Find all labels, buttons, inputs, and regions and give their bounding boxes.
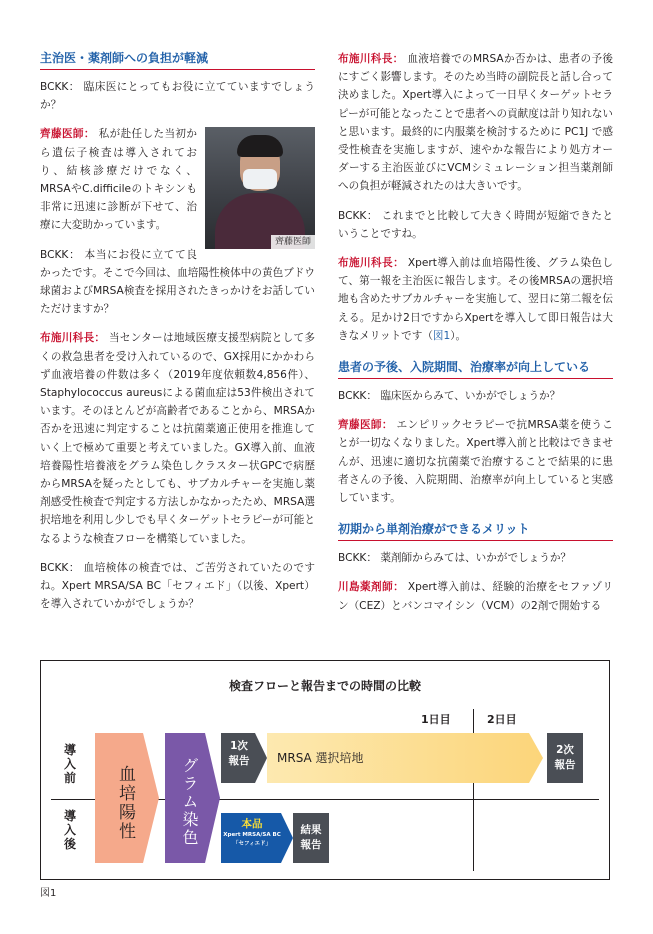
paragraph-text: 薬剤師からみては、いかがでしょうか？ — [380, 552, 572, 565]
product-name: Xpert MRSA/SA BC — [223, 832, 281, 838]
report2-box: 2次 報告 — [547, 733, 583, 783]
xpert-product-box — [221, 817, 283, 849]
speaker: BCKK： — [338, 390, 377, 403]
paragraph-text: 私が赴任した当初から遺伝子検査は導入されており、結核診療だけでなく、MRSAやC.difficileのトキシンも非常に迅速に診断が下せて、治療に大変助かっています。 — [40, 128, 198, 232]
day1-label: 1日目 — [421, 713, 451, 726]
speaker: 齊藤医師： — [40, 128, 95, 141]
paragraph — [338, 207, 613, 243]
figure-link[interactable]: 図1 — [432, 329, 451, 342]
paragraph — [338, 387, 613, 405]
product-sub: 「セフィエド」 — [232, 841, 272, 847]
paragraph-text: Xpert導入前は、経験的治療をセファゾリン（CEZ）とバンコマイシン（VCM）の2剤で開始する — [338, 581, 614, 612]
figure-title: 検査フローと報告までの時間の比較 — [228, 679, 421, 693]
figure-caption: 図1 — [40, 888, 57, 899]
speaker: BCKK： — [40, 248, 81, 261]
paragraph — [40, 559, 315, 614]
heading-prognosis: 患者の予後、入院期間、治療率が向上している — [338, 359, 613, 379]
gram-stain-label: グラム染色 — [180, 757, 199, 847]
paragraph-text: 血培検体の検査では、ご苦労されていたのですね。Xpert MRSA/SA BC「セフィエド」（以後、Xpert）を導入されていかがでしょうか？ — [40, 561, 315, 611]
mrsa-medium-label: MRSA 選択培地 — [277, 751, 364, 765]
paragraph-text: これまでと比較して大きく時間が短縮できたということですね。 — [338, 209, 613, 240]
paragraph-text: 本当にお役に立てて良かったです。そこで今回は、血培陽性検体中の黄色ブドウ球菌およびMRSA検査を採用されたきっかけをお話していただけますか？ — [40, 248, 315, 316]
speaker: 布施川科長： — [40, 332, 106, 345]
day2-label: 2日目 — [487, 713, 517, 726]
paragraph — [338, 416, 613, 507]
row-label-after: 導入後 — [63, 809, 76, 851]
right-column — [338, 50, 613, 626]
speaker: BCKK： — [338, 552, 377, 565]
paragraph — [40, 125, 315, 248]
paragraph-text: 血液培養でのMRSAか否かは、患者の予後にすごく影響します。そのため当時の副院長と話し合って決めました。Xpert導入によって一日早くターゲットセラピーが可能となったことで患者への貢献度は計り知れないと思います。最終的に内服薬を検討するために PC1J で感受性検査を実施しますが、速やかな報告により処方オーダーする主治医並びにVCMシミュレーション担当薬剤師への負担が軽減されたのは大きいです。 — [338, 53, 614, 193]
paragraph-text: 当センターは地域医療支援型病院として多くの救急患者を受け入れているので、GX採用にかかわらず血液培養の件数は多く（2019年度依頼数4,856件）、Staphylococcus aureusによる菌血症は53件検出されています。そのほとんどが高齢者であることから、MRSAか否かを迅速に判定することは抗菌薬適正使用を推進していく上で極めて重要と考えていました。GX導入前、血液培養陽性培養液をグラム染色しクラスター状GPCで病歴からMRSAを疑ったとしても、サブカルチャーを実施し薬剤感受性検査で判定する方法しかなかったため、MRSA選択培地を利用し少しでも早くターゲットセラピーが可能となるような検査フローを構築していました。 — [40, 332, 315, 545]
paragraph — [338, 50, 613, 196]
left-column — [40, 50, 315, 624]
paragraph — [40, 246, 315, 319]
paragraph-text: 臨床医にとってもお役に立てていますでしょうか？ — [40, 81, 315, 112]
product-label: 本品 — [241, 818, 263, 830]
speaker: BCKK： — [338, 209, 378, 222]
result-report-box: 結果 報告 — [293, 813, 329, 863]
row-label-before: 導入前 — [63, 743, 76, 785]
paragraph — [338, 549, 613, 567]
blood-culture-label: 血培陽性 — [115, 765, 135, 841]
figure-flow-comparison — [40, 660, 610, 880]
paragraph — [338, 254, 613, 345]
speaker: BCKK： — [40, 561, 80, 574]
paragraph-text: 臨床医からみて、いかがでしょうか？ — [380, 390, 561, 403]
paragraph — [40, 78, 315, 114]
speaker: 布施川科長： — [338, 257, 405, 270]
photo-caption: 齊藤医師 — [271, 235, 315, 249]
speaker: 川島薬剤師： — [338, 581, 405, 594]
paragraph-text: エンピリックセラピーで抗MRSA薬を使うことが一切なくなりました。Xpert導入前と比較はできませんが、迅速に適切な抗菌薬で治療することで結果的に患者さんの予後、入院期間、治療率が向上していると実感しています。 — [338, 419, 613, 505]
speaker: 齊藤医師： — [338, 419, 393, 432]
heading-monotherapy: 初期から単剤治療ができるメリット — [338, 521, 613, 541]
heading-burden: 主治医・薬剤師への負担が軽減 — [40, 50, 315, 70]
doctor-photo — [205, 127, 315, 249]
paragraph — [338, 578, 613, 614]
paragraph-text: Xpert導入前は血培陽性後、グラム染色して、第一報を主治医に報告します。その後MRSAの選択培地も含めたサブカルチャーを実施して、翌日に第二報を伝える。足かけ2日ですからXpertを導入して即日報告は大きなメリットです（ — [338, 257, 614, 342]
paragraph — [40, 329, 315, 547]
report1-box: 1次 報告 — [228, 740, 250, 767]
speaker: 布施川科長： — [338, 53, 404, 65]
paragraph-text: ）。 — [450, 329, 467, 342]
speaker: BCKK： — [40, 81, 80, 93]
